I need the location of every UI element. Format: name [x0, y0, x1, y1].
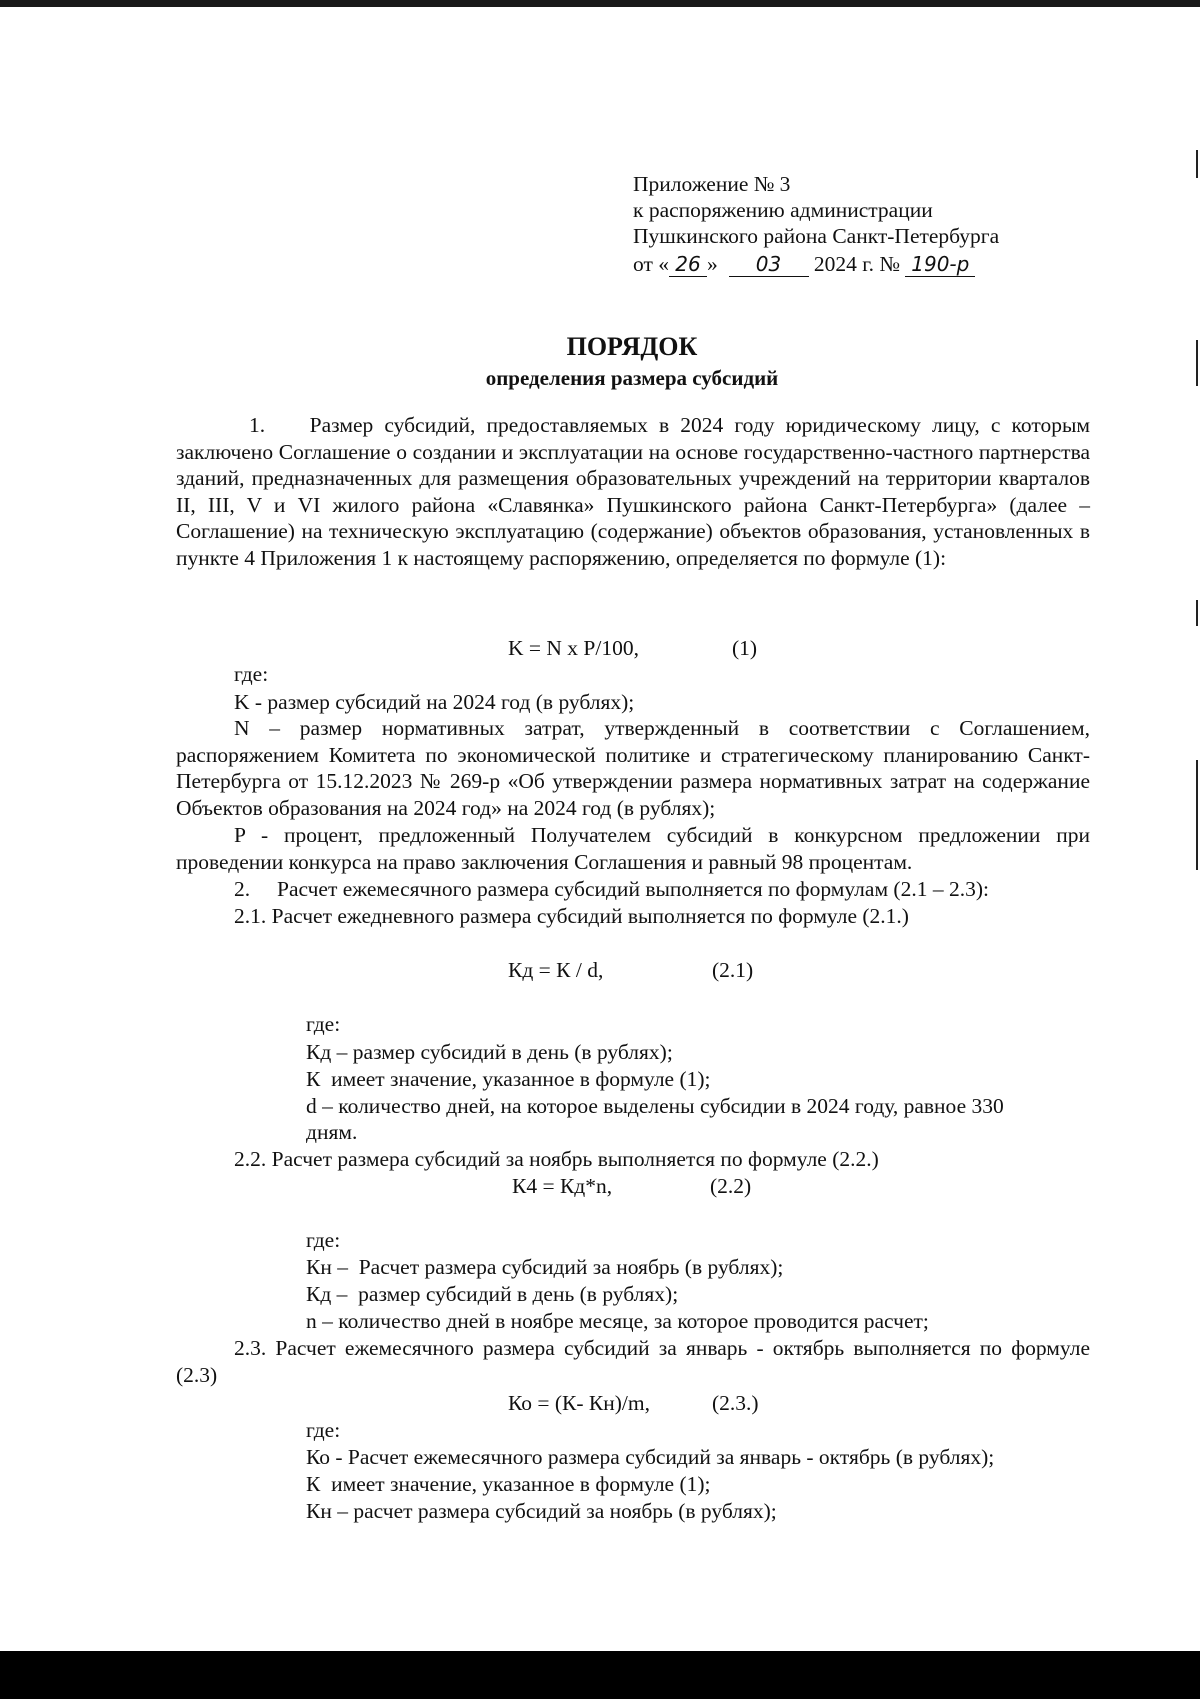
definition-kn: Кн – расчет размера субсидий за ноябрь (в рублях);: [306, 1499, 777, 1523]
page-subtitle: определения размера субсидий: [485, 366, 779, 390]
item-2-3: 2.3. Расчет ежемесячного размера субсидий за январь - октябрь выполняется по формуле (2.3): [176, 1336, 1090, 1387]
formula-2-2: К4 = Кд*n,: [512, 1174, 613, 1198]
date-prefix: от «: [633, 252, 669, 276]
header-district: Пушкинского района Санкт-Петербурга: [633, 224, 1000, 248]
scan-top-border: [0, 0, 1200, 7]
definition-ko: Ко - Расчет ежемесячного размера субсидий за январь - октябрь (в рублях);: [306, 1445, 995, 1469]
formula-2-2-number: (2.2): [710, 1174, 752, 1198]
date-day: 26: [669, 252, 707, 277]
formula-1-number: (1): [732, 636, 758, 660]
definition-k: К имеет значение, указанное в формуле (1);: [306, 1067, 711, 1091]
definition-d-cont: дням.: [306, 1120, 358, 1144]
formula-2-3: Ко = (К- Кн)/m,: [508, 1391, 651, 1415]
header-order-ref: к распоряжению администрации: [633, 198, 933, 222]
definition-p: P - процент, предложенный Получателем субсидий в конкурсном предложении при проведении конкурса на право заключения Соглашения и равный 98 процентам.: [176, 823, 1090, 874]
item-2-1: 2.1. Расчет ежедневного размера субсидий выполняется по формуле (2.1.): [234, 904, 909, 928]
date-month: 03: [729, 252, 809, 277]
definition-kn: Кн – Расчет размера субсидий за ноябрь (в рублях);: [306, 1255, 784, 1279]
date-mid: »: [707, 252, 718, 276]
where-label: где:: [234, 662, 269, 686]
definition-kd: Кд – размер субсидий в день (в рублях);: [306, 1040, 673, 1064]
header-appendix: Приложение № 3: [633, 172, 791, 196]
definition-n-days: n – количество дней в ноябре месяце, за которое проводится расчет;: [306, 1309, 929, 1333]
definition-n: N – размер нормативных затрат, утвержденный в соответствии с Соглашением, распоряжением Комитета по экономической политике и стратегическому планированию Санкт-Петербурга от 15.12.2023 № 269-р «Об утверждении размера нормативных затрат на содержание Объектов образования на 2024 год» на 2024 год (в рублях);: [176, 716, 1090, 820]
formula-2-1: Кд = К / d,: [508, 958, 604, 982]
formula-1: K = N x P/100,: [508, 636, 639, 660]
item-2: 2. Расчет ежемесячного размера субсидий выполняется по формулам (2.1 – 2.3):: [234, 877, 989, 901]
header-date-line: [633, 251, 975, 277]
scan-bottom-border: [0, 1651, 1200, 1699]
scan-edge-mark: [1196, 600, 1198, 626]
scan-edge-mark: [1196, 150, 1198, 178]
definition-d: d – количество дней, на которое выделены субсидии в 2024 году, равное 330: [306, 1094, 1004, 1118]
item-2-2: 2.2. Расчет размера субсидий за ноябрь выполняется по формуле (2.2.): [234, 1147, 879, 1171]
page-title: ПОРЯДОК: [566, 332, 698, 361]
definition-k: K - размер субсидий на 2024 год (в рублях);: [234, 690, 635, 714]
where-label: где:: [306, 1228, 341, 1252]
formula-2-1-number: (2.1): [712, 958, 754, 982]
paragraph-1: 1. Размер субсидий, предоставляемых в 2024 году юридическому лицу, с которым заключено Соглашение о создании и эксплуатации на основе государственно-частного партнерства зданий, предназначенных для размещения образовательных учреждений на территории кварталов II, III, V и VI жилого района «Славянка» Пушкинского района Санкт-Петербурга» (далее – Соглашение) на техническую эксплуатацию (содержание) объектов образования, установленных в пункте 4 Приложения 1 к настоящему распоряжению, определяется по формуле (1):: [176, 413, 1090, 570]
where-label: где:: [306, 1012, 341, 1036]
scan-edge-mark: [1196, 760, 1198, 870]
date-year: 2024 г. №: [813, 252, 900, 276]
formula-2-3-number: (2.3.): [712, 1391, 759, 1415]
definition-kd: Кд – размер субсидий в день (в рублях);: [306, 1282, 679, 1306]
doc-number: 190-р: [905, 252, 975, 277]
where-label: где:: [306, 1418, 341, 1442]
definition-k: К имеет значение, указанное в формуле (1);: [306, 1472, 711, 1496]
